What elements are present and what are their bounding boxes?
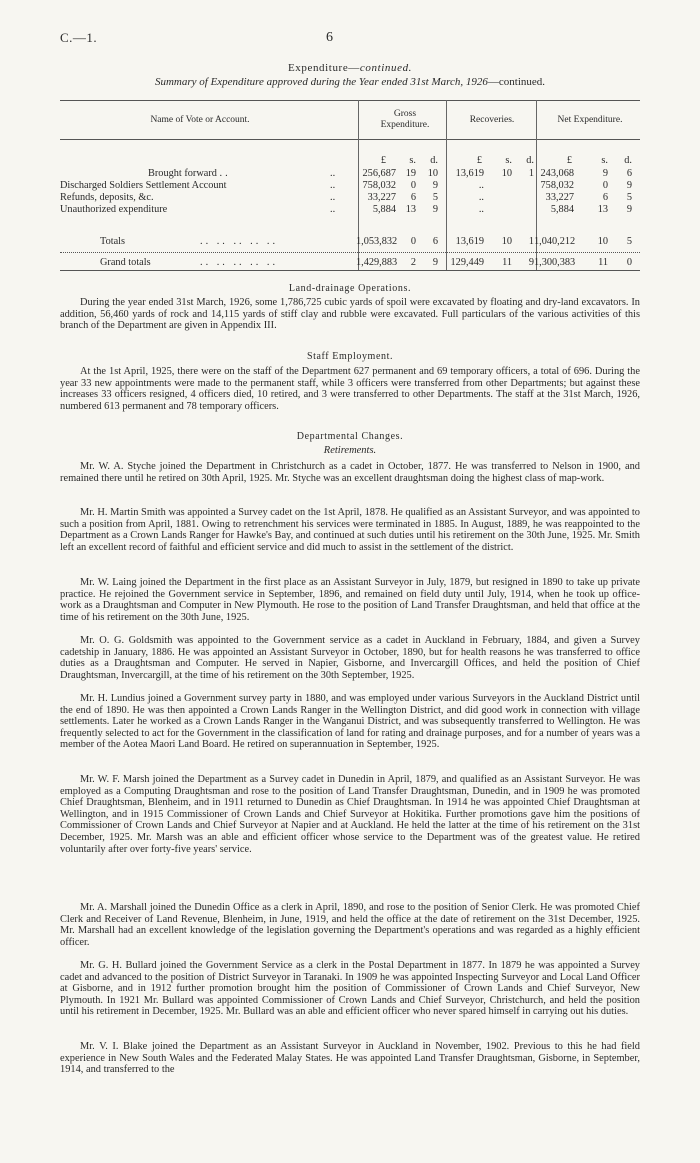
unit-pence: d. [624, 155, 632, 166]
table-header-rule [60, 139, 640, 140]
rec-pounds: .. [478, 180, 484, 191]
row-name: Discharged Soldiers Settlement Account [60, 180, 227, 191]
gross-shillings: 0 [410, 180, 416, 191]
paragraph-smith: Mr. H. Martin Smith was appointed a Survey cadet on the 1st April, 1878. He qualified as an Assistant Surveyor, and was appointed to such a position from April, 1881. Owing to retrenchment his services were terminated in 1885. In August, 1889, he was reappointed to the Department as a Crown Lands Ranger for Hawke's Bay, and continued at such duties until his retirement on the 30th June, 1925. Mr. Smith left an excellent record of faithful and efficient service and did much to assist in the settlement of the district. [60, 507, 640, 553]
paragraph-marshall: Mr. A. Marshall joined the Dunedin Office as a clerk in April, 1890, and rose to the position of Senior Clerk. He was promoted Chief Clerk and Receiver of Land Revenue, Blenheim, in June, 1919, and held the office at the date of retirement on the 31st December, 1925. Mr. Marshall had an excellent knowledge of the legislation governing the Department's operations and was regarded as a highly efficient officer. [60, 902, 640, 948]
totals-rec-pence: 1 [528, 236, 534, 247]
grand-totals-label: Grand totals [100, 257, 151, 268]
net-shillings: 0 [602, 180, 608, 191]
gross-pence: 9 [432, 180, 438, 191]
gross-pence: 5 [432, 192, 438, 203]
net-pence: 6 [626, 168, 632, 179]
totals-net-shillings: 10 [597, 236, 608, 247]
paragraph-laing: Mr. W. Laing joined the Department in the first place as an Assistant Surveyor in July, 1879, but resigned in 1890 to take up private practice. He rejoined the Government service in September, 1896, and remained on field duty until July, 1914, when he took up office-work as a Draughtsman and Computer in New Plymouth. He rose to the position of Land Transfer Draughtsman, and held that office at the time of his retirement on the 30th June, 1925. [60, 577, 640, 623]
grand-net-shillings: 11 [598, 257, 608, 268]
grand-gross-pence: 9 [432, 257, 438, 268]
totals-rec-pounds: 13,619 [455, 236, 484, 247]
table-subtitle [60, 76, 640, 88]
row-name: Refunds, deposits, &c. [60, 192, 154, 203]
grand-rec-shillings: 11 [502, 257, 512, 268]
net-shillings: 13 [597, 204, 608, 215]
net-pence: 9 [626, 204, 632, 215]
page-number: 6 [326, 30, 333, 45]
table-top-rule [60, 100, 640, 101]
gross-pence: 9 [432, 204, 438, 215]
unit-pounds: £ [476, 155, 482, 166]
gross-shillings: 19 [405, 168, 416, 179]
net-pounds: 33,227 [545, 192, 574, 203]
leader-dots: .. .. .. .. .. [200, 257, 279, 268]
totals-gross-pounds: 1,053,832 [356, 236, 398, 247]
section-heading-dept-changes: Departmental Changes. [296, 431, 404, 442]
totals-net-pounds: 1,040,212 [534, 236, 576, 247]
totals-label: Totals [100, 236, 126, 247]
subtitle-text: Summary of Expenditure approved during the Year ended 31st March, 1926 [154, 76, 488, 88]
grand-gross-pounds: 1,429,883 [356, 257, 398, 268]
net-pence: 5 [626, 192, 632, 203]
paragraph-lundius: Mr. H. Lundius joined a Government survey party in 1880, and was employed under various Surveyors in the Auckland District until the end of 1890. He was then appointed a Crown Lands Ranger in the Wellington District, and did good work in connection with village settlements. Later he worked as a Crown Lands Ranger in the Wanganui District, and was subsequently transferred to Wellington. He was frequently selected to act for the Government in the classification of land for rating and drainage purposes, and for a number of years was a member of the Aotea Maori Land Board. He retired on superannuation in September, 1925. [60, 693, 640, 751]
totals-rec-shillings: 10 [501, 236, 512, 247]
totals-gross-shillings: 0 [410, 236, 416, 247]
unit-shillings: s. [409, 155, 416, 166]
paragraph-staff: At the 1st April, 1925, there were on the staff of the Department 627 permanent and 69 temporary officers, a total of 696. During the year 33 new appointments were made to the permanent staff, while 3 officers were transferred from other Departments; but against these increases 33 officers resigned, 4 officers died, 10 retired, and 3 were transferred to other Departments. The staff at the 31st March, 1926, numbered 613 permanent and 78 temporary officers. [60, 366, 640, 412]
rec-pence: 1 [528, 168, 534, 179]
unit-shillings: s. [601, 155, 608, 166]
col-header-net: Net Expenditure. [557, 115, 623, 125]
net-pence: 9 [626, 180, 632, 191]
net-pounds: 5,884 [550, 204, 574, 215]
grand-net-pence: 0 [626, 257, 632, 268]
section-heading-staff: Staff Employment. [306, 351, 394, 362]
net-shillings: 9 [602, 168, 608, 179]
subtitle-cont: —continued. [487, 76, 546, 88]
rec-shillings: 10 [501, 168, 512, 179]
gross-pounds: 5,884 [372, 204, 396, 215]
rec-pounds: .. [478, 192, 484, 203]
net-pounds: 243,068 [540, 168, 574, 179]
title-cont: continued. [359, 62, 413, 74]
gross-pounds: 256,687 [362, 168, 396, 179]
row-name: Brought forward .. [148, 168, 231, 179]
totals-net-pence: 5 [626, 236, 632, 247]
paragraph-marsh: Mr. W. F. Marsh joined the Department as a Survey cadet in Dunedin in April, 1879, and qualified as an Assistant Surveyor. He was employed as a Computing Draughtsman and rose to the position of Land Transfer Draughtsman, Dunedin, and in 1909 he was promoted Chief Draughtsman, Blenheim, and in 1911 returned to Dunedin as Chief Draughtsman. In 1914 he was appointed Chief Draughtsman at Wellington, and in 1915 Commissioner of Crown Lands and Chief Surveyor at Hokitika. Further promotions gave him the positions of Commissioner of Crown Lands and Chief Surveyor at Napier and at Auckland. He held the latter at the time of his retirement on the 31st December, 1925. Mr. Marsh was an able and efficient officer whose service to the Department was of the greatest value. He retired voluntarily after over forty-five years' service. [60, 774, 640, 855]
col-header-recoveries: Recoveries. [469, 115, 515, 125]
report-reference: C.—1. [60, 30, 98, 45]
rec-pounds: .. [478, 204, 484, 215]
table-title [60, 62, 640, 74]
unit-pounds: £ [380, 155, 386, 166]
net-shillings: 6 [602, 192, 608, 203]
grand-net-pounds: 1,300,383 [534, 257, 576, 268]
title-main: Expenditure— [287, 62, 360, 74]
table-bottom-rule [60, 270, 640, 271]
section-heading-land-drainage: Land-drainage Operations. [288, 283, 412, 294]
paragraph-land-drainage: During the year ended 31st March, 1926, some 1,786,725 cubic yards of spoil were excavated by floating and dry-land excavators. In addition, 56,460 yards of rock and 14,115 yards of stiff clay and rubble were excavated. Full particulars of the various activities of this branch of the Department are given in Appendix III. [60, 297, 640, 332]
paragraph-goldsmith: Mr. O. G. Goldsmith was appointed to the Government service as a cadet in Auckland in February, 1884, and given a Survey cadetship in January, 1886. He was appointed an Assistant Surveyor in October, 1890, but for health reasons he was transferred to office duties as a Draughtsman and Computer. He served in Napier, Gisborne, and Invercargill Offices, and held the position of Chief Draughtsman, Invercargill, at the time of his retirement on the 30th September, 1925. [60, 635, 640, 681]
row-name: Unauthorized expenditure [60, 204, 168, 215]
leader-dots: .. .. .. .. .. [200, 236, 279, 247]
grand-rec-pounds: 129,449 [450, 257, 484, 268]
paragraph-styche: Mr. W. A. Styche joined the Department in Christchurch as a cadet in October, 1877. He was transferred to Nelson in 1900, and remained there until he retired on 30th April, 1925. Mr. Styche was an excellent draughtsman doing the highest class of map-work. [60, 461, 640, 484]
gross-pounds: 33,227 [367, 192, 396, 203]
unit-pence: d. [526, 155, 534, 166]
totals-gross-pence: 6 [432, 236, 438, 247]
col-header-name: Name of Vote or Account. [150, 115, 250, 125]
unit-pence: d. [430, 155, 438, 166]
gross-pounds: 758,032 [362, 180, 396, 191]
net-pounds: 758,032 [540, 180, 574, 191]
leader-dots: .. [330, 192, 336, 203]
gross-pence: 10 [427, 168, 438, 179]
col-header-gross: Gross Expenditure. [380, 109, 430, 130]
paragraph-blake: Mr. V. I. Blake joined the Department as an Assistant Surveyor in Auckland in November, 1902. Previous to this he had field experience in New South Wales and the Federated Malay States. He was appointed Land Transfer Draughtsman, Gisborne, in September, 1914, and transferred to the [60, 1041, 640, 1076]
subheading-retirements: Retirements. [323, 445, 377, 456]
unit-shillings: s. [505, 155, 512, 166]
leader-dots: .. [330, 168, 336, 179]
unit-pounds: £ [566, 155, 572, 166]
rec-pounds: 13,619 [455, 168, 484, 179]
gross-shillings: 6 [410, 192, 416, 203]
grand-gross-shillings: 2 [410, 257, 416, 268]
paragraph-bullard: Mr. G. H. Bullard joined the Government Service as a clerk in the Postal Department in 1877. In 1879 he was appointed a Survey cadet and advanced to the position of District Surveyor in Taranaki. In 1909 he was appointed Inspecting Surveyor and Local Land Officer at Gisborne, and in 1912 further promotion brought him the position of Commissioner of Crown Lands and Chief Surveyor, New Plymouth. In 1921 Mr. Bullard was appointed Commissioner of Crown Lands and Chief Surveyor, Christchurch, and held the position until his retirement in December, 1925. Mr. Bullard was an able and efficient officer who never spared himself in carrying out his duties. [60, 960, 640, 1018]
leader-dots: .. [330, 204, 336, 215]
gross-shillings: 13 [405, 204, 416, 215]
table-totals-rule [60, 252, 640, 253]
leader-dots: .. [330, 180, 336, 191]
col-divider [446, 100, 447, 270]
grand-rec-pence: 9 [528, 257, 534, 268]
